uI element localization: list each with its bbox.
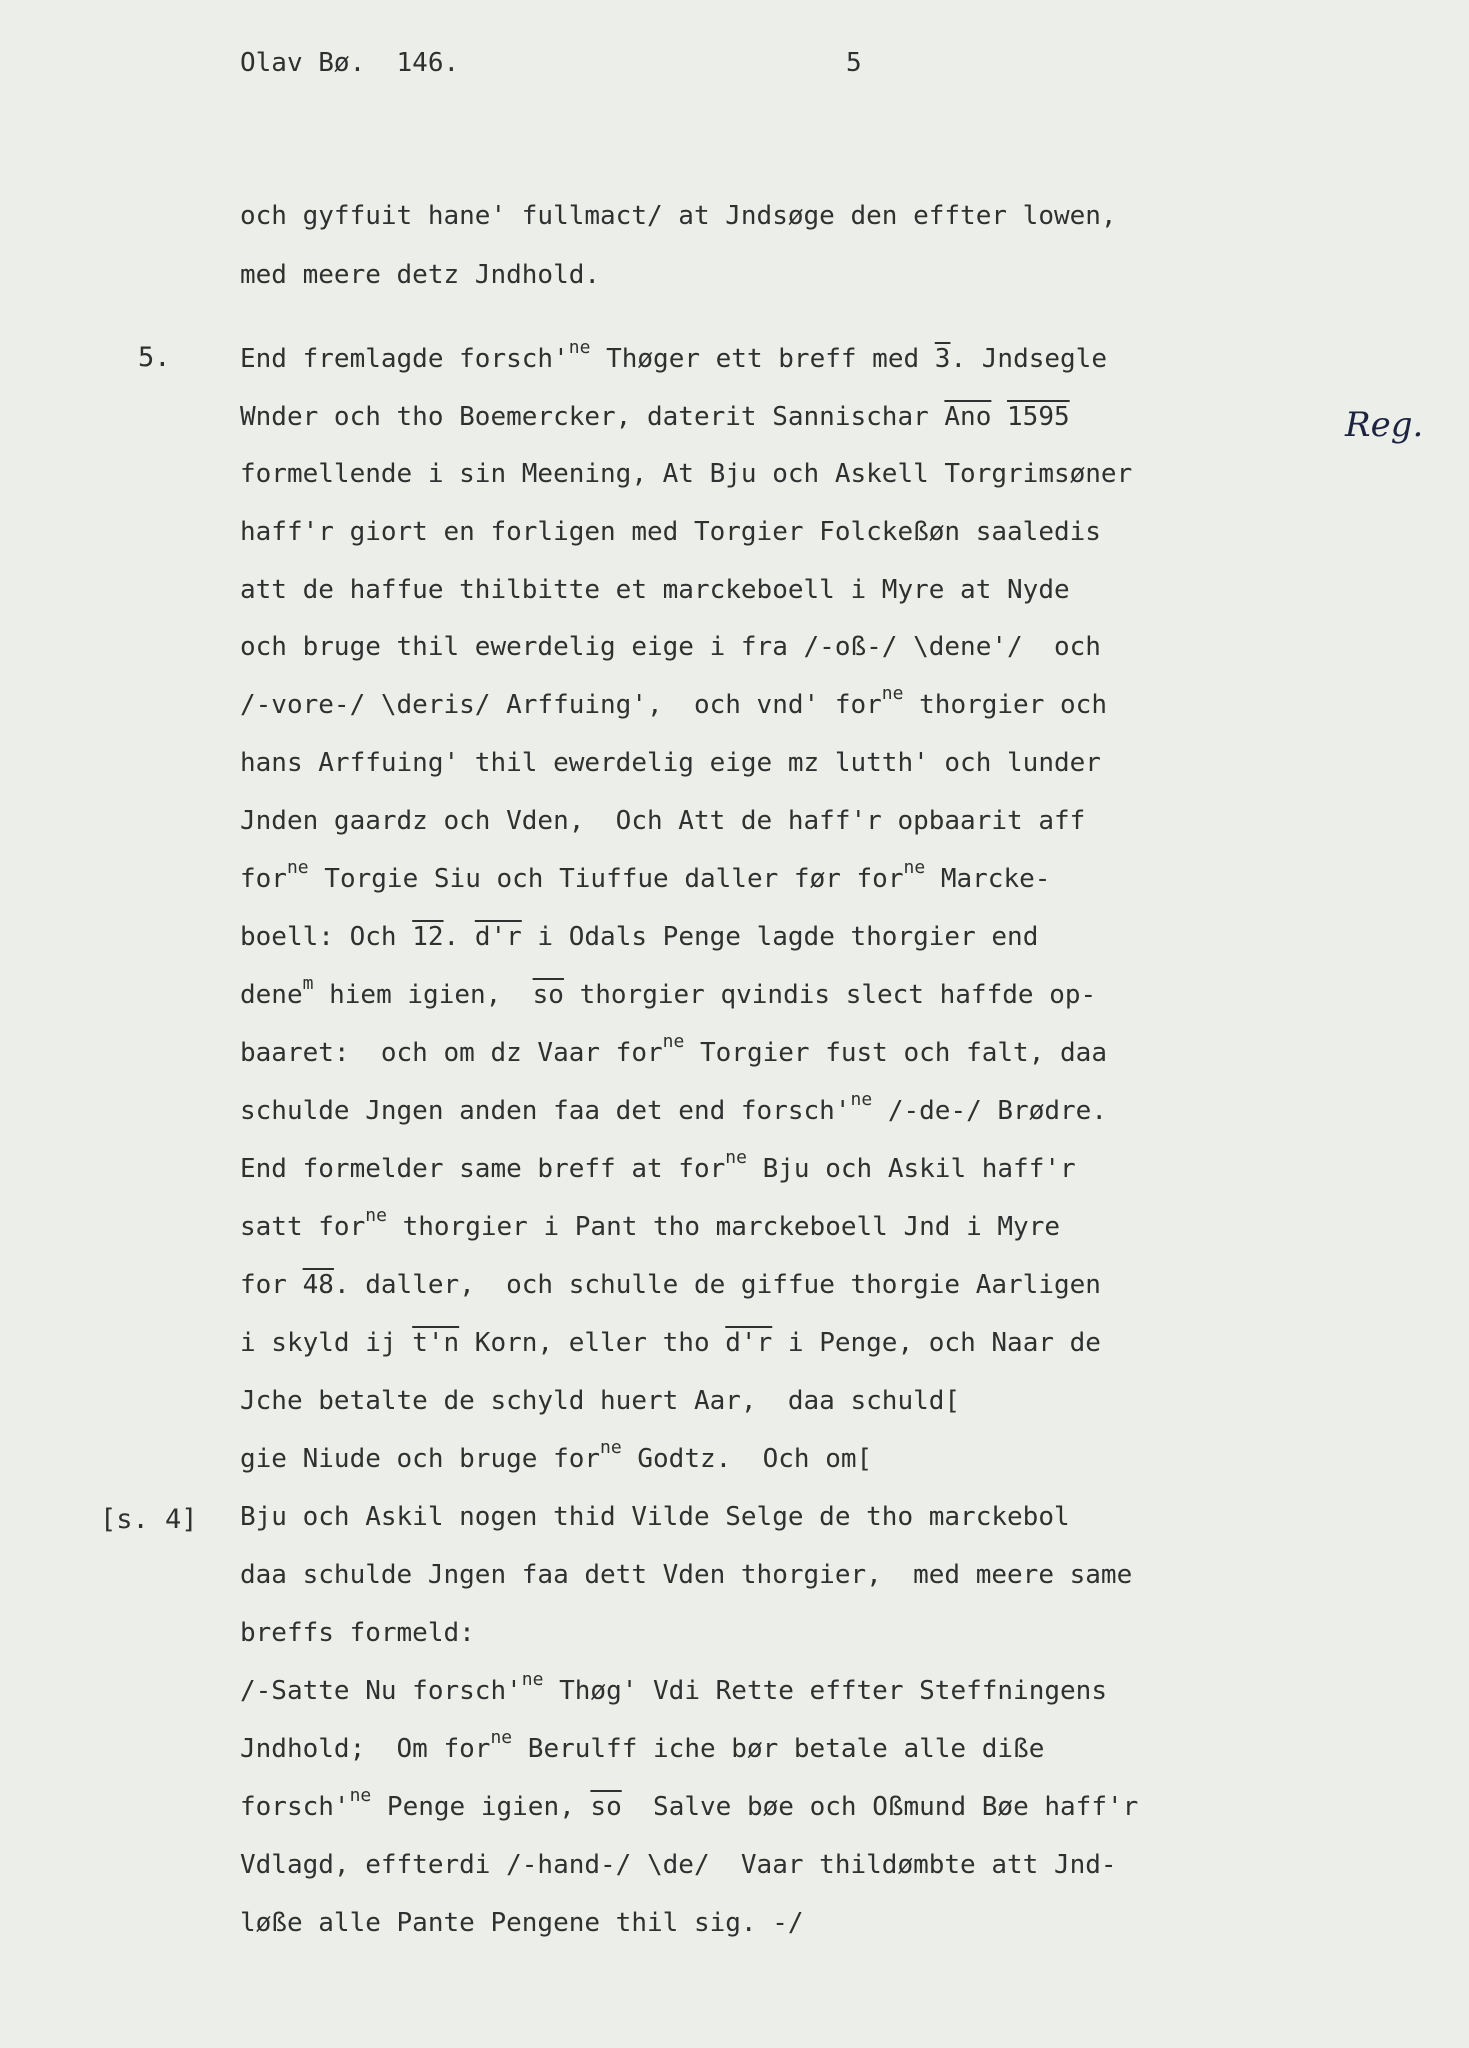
line-text: och gyffuit hane' fullmact/ at Jndsøge den effter lowen, <box>240 201 1117 231</box>
text-line <box>240 1504 1070 1530</box>
line-text: End formelder same breff at for <box>240 1154 726 1184</box>
line-text: Godtz. Och om[ <box>621 1444 873 1474</box>
text-line <box>240 461 1132 487</box>
line-text <box>991 402 1007 432</box>
superscript: ne <box>600 1437 622 1458</box>
line-text: hans Arffuing' thil ewerdelig eige mz lutth' och lunder <box>240 748 1101 778</box>
text-line <box>240 1852 1117 1878</box>
text-line <box>240 337 1107 374</box>
author-reference: Olav Bø. 146. <box>240 48 460 78</box>
text-line <box>240 1388 960 1414</box>
line-text: Marcke- <box>925 864 1051 894</box>
line-text: thorgier i Pant tho marckeboell Jnd i Myre <box>386 1212 1061 1242</box>
superscript: ne <box>903 857 926 878</box>
text-line <box>240 262 600 288</box>
line-text: Wnder och tho Boemercker, daterit Sannischar <box>240 402 945 432</box>
line-text: . <box>443 922 475 952</box>
line-text: forsch' <box>240 1792 350 1822</box>
line-text: Torgier fust och falt, daa <box>684 1038 1107 1068</box>
text-line <box>240 1147 1076 1184</box>
line-text: . daller, och schulle de giffue thorgie Aarligen <box>333 1270 1101 1300</box>
line-text: Penge igien, <box>371 1792 591 1822</box>
text-line <box>240 577 1070 603</box>
line-text: løße alle Pante Pengene thil sig. -/ <box>240 1908 804 1938</box>
superscript: ne <box>490 1727 513 1748</box>
superscript: ne <box>662 1031 685 1052</box>
line-text: gie Niude och bruge for <box>240 1444 601 1474</box>
line-text: Jnden gaardz och Vden, Och Att de haff'r opbaarit aff <box>240 806 1086 836</box>
line-text: med meere detz Jndhold. <box>240 260 601 290</box>
overlined-abbrev: 48 <box>302 1270 334 1300</box>
line-text: Jndhold; Om for <box>240 1734 491 1764</box>
superscript: ne <box>568 337 591 358</box>
text-line <box>240 1620 475 1646</box>
text-line <box>240 1910 804 1936</box>
line-text: Berulff iche bør betale alle diße <box>512 1734 1045 1764</box>
line-text: thorgier och <box>903 690 1107 720</box>
page-reference: [s. 4] <box>100 1504 198 1535</box>
text-line <box>240 1437 873 1474</box>
superscript: ne <box>521 1669 544 1690</box>
text-line <box>240 1031 1107 1068</box>
line-text: hiem igien, <box>313 980 533 1010</box>
text-line <box>240 1562 1132 1588</box>
page-number: 5 <box>846 48 862 78</box>
line-text: Bju och Askil nogen thid Vilde Selge de tho marckebol <box>240 1502 1070 1532</box>
overlined-abbrev: $\overline{so}$ <box>590 1792 622 1822</box>
line-text: daa schulde Jngen faa dett Vden thorgier, med meere same <box>240 1560 1133 1590</box>
text-line <box>240 1727 1045 1764</box>
overlined-abbrev: d'r <box>474 922 522 952</box>
text-line <box>240 750 1101 776</box>
text-line <box>240 973 1097 1010</box>
line-text: Bju och Askil haff'r <box>746 1154 1076 1184</box>
text-line <box>240 519 1101 545</box>
line-text: Salve bøe och Oßmund Bøe haff'r <box>621 1792 1139 1822</box>
line-text: End fremlagde forsch' <box>240 344 569 374</box>
text-line <box>240 1669 1107 1706</box>
line-text: baaret: och om dz Vaar for <box>240 1038 663 1068</box>
superscript: ne <box>881 683 904 704</box>
line-text: dene <box>240 980 303 1010</box>
overlined-abbrev: d'r <box>725 1328 773 1358</box>
text-line <box>240 924 1038 950</box>
text-line <box>240 404 1070 430</box>
line-text: schulde Jngen anden faa det end forsch' <box>240 1096 851 1126</box>
line-text: satt for <box>240 1212 366 1242</box>
line-text: /-Satte Nu forsch' <box>240 1676 522 1706</box>
superscript: ne <box>286 857 309 878</box>
line-text: i Odals Penge lagde thorgier end <box>521 922 1039 952</box>
line-text: Thøger ett breff med <box>590 344 935 374</box>
text-line <box>240 203 1117 229</box>
line-text: . Jndsegle <box>950 344 1107 374</box>
line-text: Vdlagd, effterdi /-hand-/ \de/ Vaar thildømbte att Jnd- <box>240 1850 1117 1880</box>
text-line <box>240 808 1085 834</box>
text-line <box>240 683 1107 720</box>
text-line <box>240 1089 1107 1126</box>
text-line <box>240 857 1051 894</box>
line-text: for <box>240 864 287 894</box>
line-text: haff'r giort en forligen med Torgier Folckeßøn saaledis <box>240 517 1101 547</box>
line-text: i skyld ij <box>240 1328 413 1358</box>
overlined-abbrev: 1595 <box>1007 402 1070 432</box>
line-text: for <box>240 1270 303 1300</box>
superscript: ne <box>349 1785 372 1806</box>
line-text: Torgie Siu och Tiuffue daller før for <box>308 864 904 894</box>
line-text: thorgier qvindis slect haffde op- <box>563 980 1097 1010</box>
text-line <box>240 1330 1101 1356</box>
superscript: m <box>302 973 314 994</box>
line-text: i Penge, och Naar de <box>772 1328 1101 1358</box>
line-text: Jche betalte de schyld huert Aar, daa schuld[ <box>240 1386 961 1416</box>
text-line <box>240 1205 1061 1242</box>
handwritten-note: Reg. <box>1345 405 1424 445</box>
line-text: /-vore-/ \deris/ Arffuing', och vnd' for <box>240 690 882 720</box>
line-text: Thøg' Vdi Rette effter Steffningens <box>543 1676 1107 1706</box>
superscript: ne <box>850 1089 873 1110</box>
line-text: att de haffue thilbitte et marckeboell i Myre at Nyde <box>240 575 1070 605</box>
overlined-abbrev: $\overline{Ano}$ <box>944 402 992 432</box>
overlined-abbrev: t'n <box>412 1328 460 1358</box>
text-line <box>240 1785 1139 1822</box>
line-text: boell: Och <box>240 922 413 952</box>
overlined-abbrev: 12 <box>412 922 444 952</box>
line-text: breffs formeld: <box>240 1618 475 1648</box>
superscript: ne <box>725 1147 747 1168</box>
line-text: Korn, eller tho <box>459 1328 726 1358</box>
superscript: ne <box>365 1205 387 1226</box>
text-line <box>240 1272 1101 1298</box>
item-number: 5. <box>138 342 171 373</box>
overlined-abbrev: 3 <box>934 344 951 374</box>
overlined-abbrev: $\overline{so}$ <box>532 980 564 1010</box>
line-text: /-de-/ Brødre. <box>872 1096 1107 1126</box>
line-text: och bruge thil ewerdelig eige i fra /-oß-/ \dene'/ och <box>240 632 1101 662</box>
line-text: formellende i sin Meening, At Bju och Askell Torgrimsøner <box>240 459 1133 489</box>
text-line <box>240 634 1101 660</box>
